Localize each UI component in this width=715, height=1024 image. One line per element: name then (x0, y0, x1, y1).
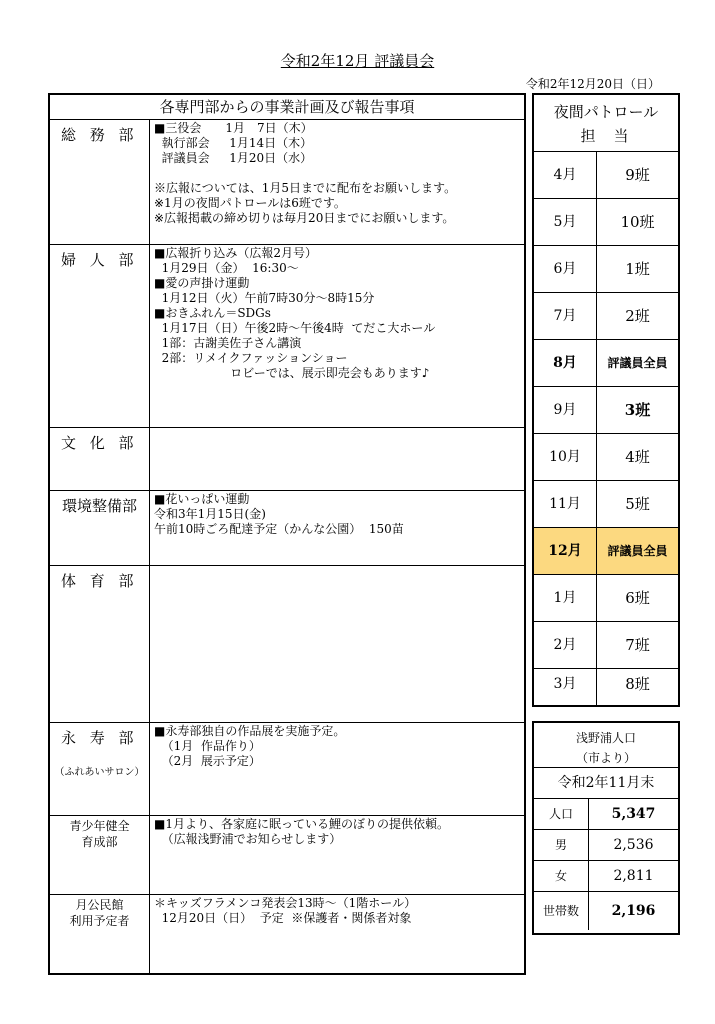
population-row (534, 799, 678, 830)
patrol-month: 10月 (534, 434, 597, 480)
department-table-header: 各専門部からの事業計画及び報告事項 (50, 95, 524, 120)
patrol-month: 2月 (534, 622, 597, 668)
patrol-group: 4班 (625, 448, 650, 466)
patrol-group: 7班 (625, 636, 650, 654)
dept-subname: （ふれあいサロン） (54, 767, 145, 778)
night-patrol-table (532, 93, 680, 707)
patrol-group: 8班 (625, 675, 650, 693)
patrol-month: 12月 (534, 528, 597, 574)
dept-name: 体 育 部 (60, 572, 139, 590)
dept-name: 総 務 部 (60, 126, 139, 144)
patrol-group: 10班 (620, 213, 655, 231)
patrol-row (534, 575, 678, 622)
dept-row-hall-users (50, 895, 524, 973)
population-label: 女 (554, 869, 567, 883)
patrol-month: 7月 (534, 293, 597, 339)
patrol-month: 11月 (534, 481, 597, 527)
patrol-row (534, 199, 678, 246)
patrol-group: 3班 (624, 401, 651, 419)
patrol-title: 夜間パトロール (553, 103, 659, 121)
patrol-month: 1月 (534, 575, 597, 621)
dept-row-women (50, 245, 524, 428)
patrol-row (534, 152, 678, 199)
population-title: 浅野浦人口 (575, 731, 636, 745)
patrol-row (534, 246, 678, 293)
population-value: 2,811 (613, 868, 654, 884)
patrol-row (534, 661, 678, 707)
patrol-row (534, 387, 678, 434)
population-row (534, 892, 678, 930)
dept-content: ■三役会 1月 7日（木） 執行部会 1月14日（木） 評議員会 1月20日（水） ※広報については、1月5日までに配布をお願いします。 ※1月の夜間パトロールは6班です。 ※広報掲載の締め切りは毎月20日までにお願いします。 (154, 121, 457, 225)
patrol-row (534, 434, 678, 481)
patrol-group: 1班 (625, 260, 650, 278)
dept-content: ■永寿部独自の作品展を実施予定。 （1月 作品作り） （2月 展示予定） (154, 724, 346, 768)
dept-content: ■花いっぱい運動 令和3年1月15日(金) 午前10時ごろ配達予定（かんな公園） 150苗 (154, 492, 404, 536)
dept-row-general (50, 120, 524, 245)
patrol-month: 9月 (534, 387, 597, 433)
population-label: 男 (554, 838, 567, 852)
dept-name: 永 寿 部 (60, 729, 139, 747)
dept-name: 青少年健全 育成部 (69, 819, 130, 849)
patrol-month: 8月 (534, 340, 597, 386)
patrol-month: 4月 (534, 152, 597, 198)
dept-name: 婦 人 部 (60, 251, 139, 269)
population-table (532, 721, 680, 935)
patrol-row (534, 293, 678, 340)
population-row (534, 830, 678, 861)
patrol-row (534, 340, 678, 387)
dept-row-environment (50, 491, 524, 566)
dept-content: ■広報折り込み（広報2月号） 1月29日（金） 16:30〜 ■愛の声掛け運動 1月12日（火）午前7時30分〜8時15分 ■おきふれん＝SDGs 1月17日（日）午後2時〜午後4時 てだこ大ホール 1部：古謝美佐子さん講演 2部：リメイクファッションショー ロビーでは、展示即売会もあります♪ (154, 246, 436, 380)
dept-row-sports (50, 566, 524, 723)
patrol-row (534, 481, 678, 528)
dept-name: 文 化 部 (60, 434, 139, 452)
dept-name: 環境整備部 (61, 497, 137, 515)
patrol-month: 5月 (534, 199, 597, 245)
population-label: 世帯数 (542, 904, 579, 918)
patrol-month: 6月 (534, 246, 597, 292)
department-report-table (48, 93, 526, 975)
patrol-group: 5班 (625, 495, 650, 513)
document-title: 令和2年12月 評議員会 (280, 52, 435, 70)
patrol-row-highlighted (534, 528, 678, 575)
dept-content: ＊キッズフラメンコ発表会13時〜（1階ホール） 12月20日（日） 予定 ※保護者・関係者対象 (154, 896, 417, 925)
population-value: 2,196 (611, 903, 656, 919)
patrol-header (534, 95, 678, 152)
patrol-group: 評議員全員 (607, 356, 668, 370)
population-value: 5,347 (611, 806, 656, 822)
dept-name: 月公民館 利用予定者 (69, 898, 130, 928)
patrol-group: 評議員全員 (607, 544, 668, 558)
dept-row-longevity (50, 723, 524, 816)
population-label: 人口 (548, 807, 573, 821)
patrol-month: 3月 (534, 661, 597, 707)
dept-content: ■1月より、各家庭に眠っている鯉のぼりの提供依頼。 （広報浅野浦でお知らせします） (154, 817, 449, 846)
population-value: 2,536 (613, 837, 654, 853)
population-row (534, 861, 678, 892)
population-period: 令和2年11月末 (534, 767, 678, 799)
patrol-group: 6班 (625, 589, 650, 607)
document-date: 令和2年12月20日（日） (525, 77, 660, 91)
population-source: （市より） (575, 751, 636, 765)
patrol-group: 9班 (625, 166, 650, 184)
dept-row-culture (50, 428, 524, 491)
patrol-subtitle: 担当 (580, 127, 647, 145)
dept-row-youth (50, 816, 524, 895)
patrol-group: 2班 (625, 307, 650, 325)
